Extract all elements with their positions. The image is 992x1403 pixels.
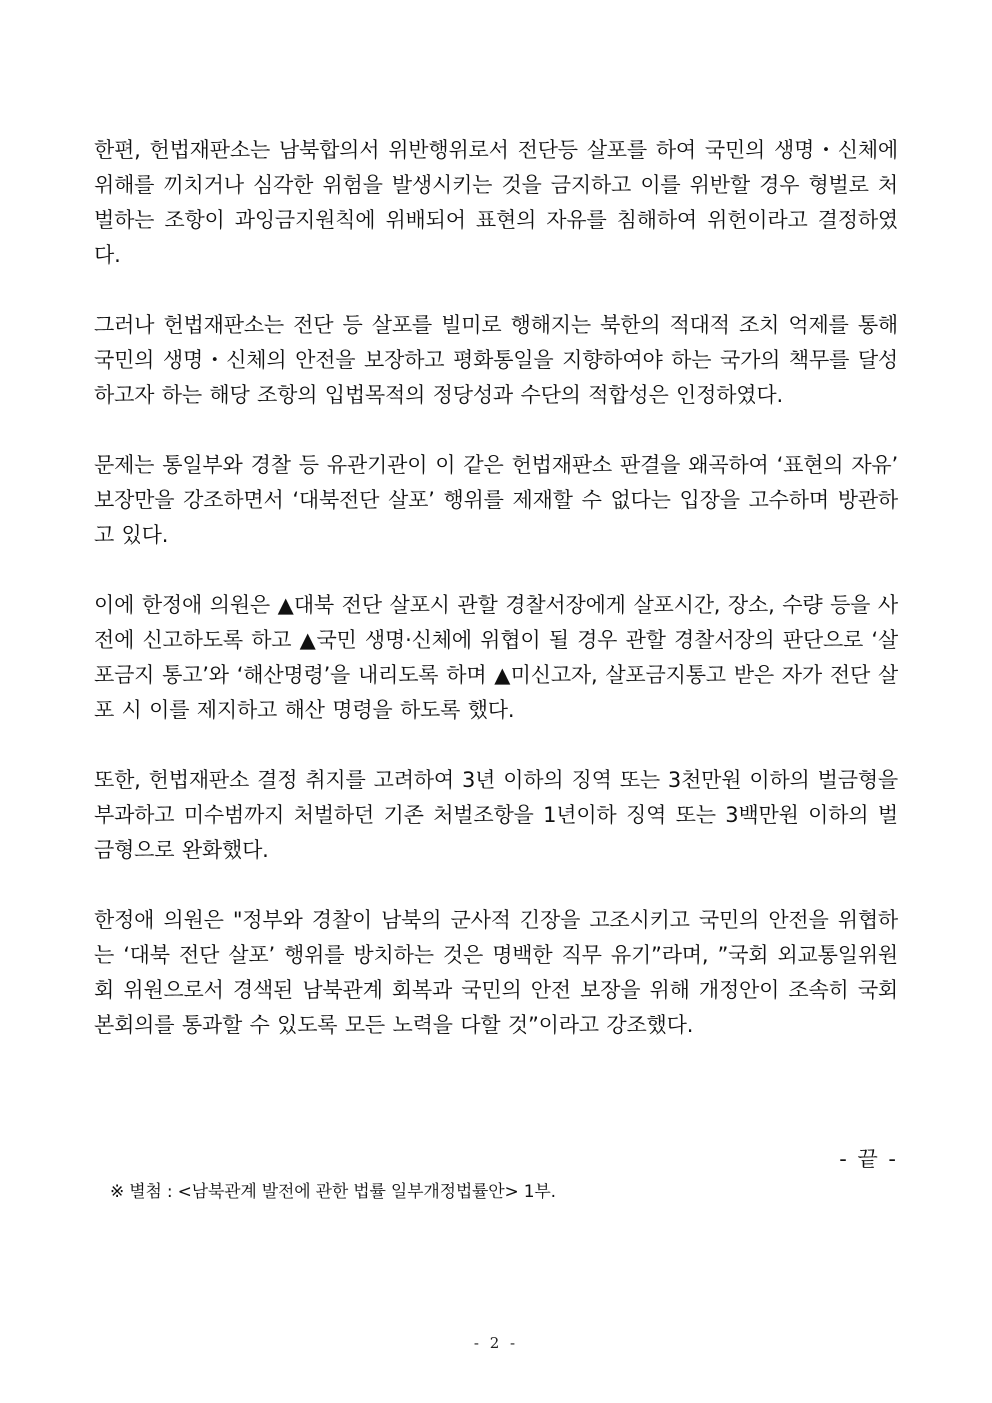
paragraph-amendment-measures: 이에 한정애 의원은 ▲대북 전단 살포시 관할 경찰서장에게 살포시간, 장소, 수량 등을 사전에 신고하도록 하고 ▲국민 생명·신체에 위협이 될 경우 관할 경찰서장의 판단으로 ‘살포금지 통고’와 ‘해산명령’을 내리도록 하며 ▲미신고자, 살포금지통고 받은 자가 전단 살포 시 이를 제지하고 해산 명령을 하도록 했다. xyxy=(94,593,898,722)
paragraph-closing-quote: 한정애 의원은 "정부와 경찰이 남북의 군사적 긴장을 고조시키고 국민의 안전을 위협하는 ‘대북 전단 살포’ 행위를 방치하는 것은 명백한 직무 유기”라며, ”국회 외교통일위원회 위원으로서 경색된 남북관계 회복과 국민의 안전 보장을 위해 개정안이 조속히 국회 본회의를 통과할 수 있도록 모든 노력을 다할 것”이라고 강조했다. xyxy=(94,908,898,1037)
paragraph-problem-statement: 문제는 통일부와 경찰 등 유관기관이 이 같은 헌법재판소 판결을 왜곡하여 ‘표현의 자유’ 보장만을 강조하면서 ‘대북전단 살포’ 행위를 제재할 수 없다는 입장을 고수하며 방관하고 있다. xyxy=(94,453,898,547)
paragraph-penalty-relaxation: 또한, 헌법재판소 결정 취지를 고려하여 3년 이하의 징역 또는 3천만원 이하의 벌금형을 부과하고 미수범까지 처벌하던 기존 처벌조항을 1년이하 징역 또는 3백만원 이하의 벌금형으로 완화했다. xyxy=(94,768,898,862)
page-number: - 2 - xyxy=(473,1334,519,1352)
document-body xyxy=(94,133,898,1078)
end-mark: - 끝 - xyxy=(839,1147,898,1171)
attachment-note: ※ 별첨 : <남북관계 발전에 관한 법률 일부개정법률안> 1부. xyxy=(110,1182,556,1202)
paragraph-legislative-purpose: 그러나 헌법재판소는 전단 등 살포를 빌미로 행해지는 북한의 적대적 조치 억제를 통해 국민의 생명・신체의 안전을 보장하고 평화통일을 지향하여야 하는 국가의 책무를 달성하고자 하는 해당 조항의 입법목적의 정당성과 수단의 적합성은 인정하였다. xyxy=(94,313,898,407)
paragraph-constitutional-court-ruling: 한편, 헌법재판소는 남북합의서 위반행위로서 전단등 살포를 하여 국민의 생명・신체에 위해를 끼치거나 심각한 위험을 발생시키는 것을 금지하고 이를 위반할 경우 형벌로 처벌하는 조항이 과잉금지원칙에 위배되어 표현의 자유를 침해하여 위헌이라고 결정하였다. xyxy=(94,138,898,267)
